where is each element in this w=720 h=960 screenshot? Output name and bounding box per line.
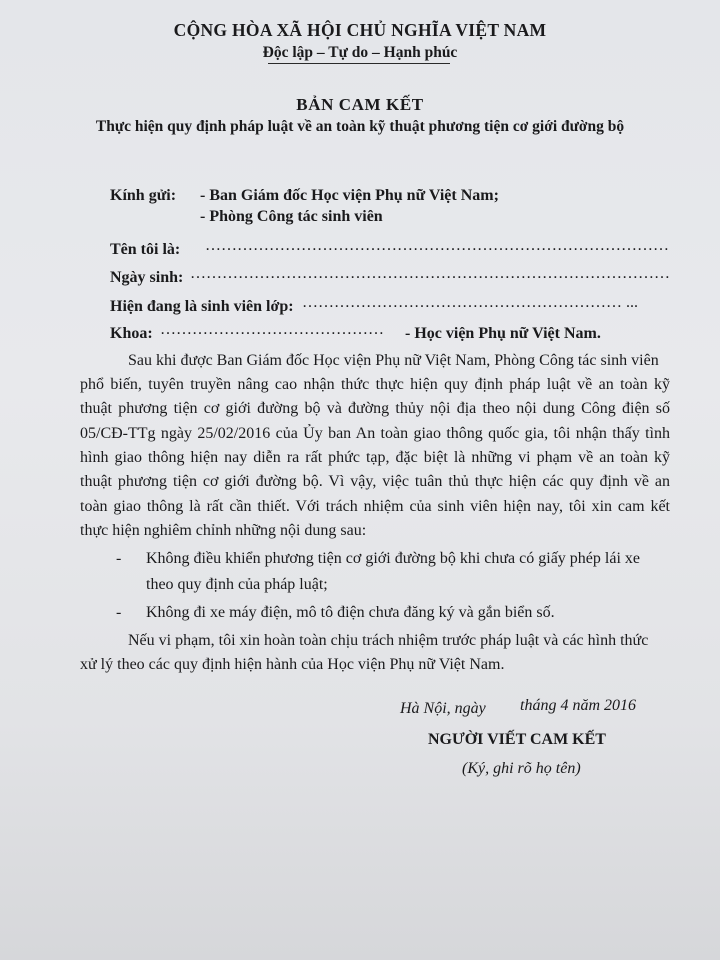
recipient-item: - Ban Giám đốc Học viện Phụ nữ Việt Nam; bbox=[200, 187, 499, 204]
faculty-dots: …………………………………… bbox=[160, 321, 384, 338]
dob-dots: ……………………………………………………………………………… bbox=[190, 265, 670, 282]
paragraph-line: thuật phương tiện cơ giới đường bộ. Vì vậy, việc tuân thủ thực hiện các quy định về an bbox=[80, 473, 670, 490]
national-motto: Độc lập – Tự do – Hạnh phúc bbox=[262, 44, 458, 61]
paragraph-line: hình giao thông hiện nay diễn ra rất phức tạp, đặc biệt là những vi phạm về an toàn kỹ bbox=[80, 449, 670, 466]
document-subtitle: Thực hiện quy định pháp luật về an toàn kỹ thuật phương tiện cơ giới đường bộ bbox=[95, 118, 625, 135]
recipient-item: - Phòng Công tác sinh viên bbox=[200, 208, 383, 225]
paragraph-line: phổ biến, tuyên truyền nâng cao nhận thức thực hiện quy định pháp luật về an toàn kỹ bbox=[80, 376, 670, 393]
paragraph-line: thuật phương tiện cơ giới đường bộ và đường thủy nội địa theo nội dung Công điện số bbox=[80, 400, 670, 417]
dob-label: Ngày sinh: bbox=[110, 269, 184, 286]
bullet-dash: - bbox=[116, 550, 122, 567]
paragraph-line: Nếu vi phạm, tôi xin hoàn toàn chịu trách nhiệm trước pháp luật và các hình thức bbox=[128, 632, 649, 649]
bullet-line: Không điều khiển phương tiện cơ giới đường bộ khi chưa có giấy phép lái xe bbox=[146, 550, 640, 567]
bullet-dash: - bbox=[116, 604, 122, 621]
national-title: CỘNG HÒA XÃ HỘI CHỦ NGHĨA VIỆT NAM bbox=[173, 20, 547, 40]
paragraph-line: thực hiện nghiêm chỉnh những nội dung sau: bbox=[80, 522, 367, 539]
motto-underline bbox=[268, 63, 450, 64]
paragraph-line: xử lý theo các quy định hiện hành của Học viện Phụ nữ Việt Nam. bbox=[80, 656, 505, 673]
paragraph-line: Sau khi được Ban Giám đốc Học viện Phụ nữ Việt Nam, Phòng Công tác sinh viên bbox=[128, 352, 659, 369]
faculty-label: Khoa: bbox=[110, 325, 153, 342]
bullet-line: theo quy định của pháp luật; bbox=[146, 576, 328, 593]
bullet-line: Không đi xe máy điện, mô tô điện chưa đăng ký và gắn biển số. bbox=[146, 604, 555, 621]
date-month-year: tháng 4 năm 2016 bbox=[520, 697, 636, 714]
place-date: Hà Nội, ngày bbox=[400, 700, 486, 717]
faculty-suffix: - Học viện Phụ nữ Việt Nam. bbox=[405, 325, 601, 342]
name-label: Tên tôi là: bbox=[110, 241, 181, 258]
document-title: BẢN CAM KẾT bbox=[296, 95, 424, 114]
recipients-label: Kính gửi: bbox=[110, 187, 177, 204]
class-label: Hiện đang là sinh viên lớp: bbox=[110, 298, 294, 315]
name-dots: …………………………………………………………………………… bbox=[205, 237, 669, 254]
signer-note: (Ký, ghi rõ họ tên) bbox=[462, 760, 581, 777]
signer-title: NGƯỜI VIẾT CAM KẾT bbox=[428, 731, 606, 748]
class-dots: …………………………………………………… ... bbox=[302, 294, 638, 311]
paragraph-line: 05/CĐ-TTg ngày 25/02/2016 của Ủy ban An toàn giao thông quốc gia, tôi nhận thấy tình bbox=[80, 425, 670, 442]
paragraph-line: toàn giao thông là rất cần thiết. Với trách nhiệm của sinh viên hiện nay, tôi xin cam kết bbox=[80, 498, 670, 515]
